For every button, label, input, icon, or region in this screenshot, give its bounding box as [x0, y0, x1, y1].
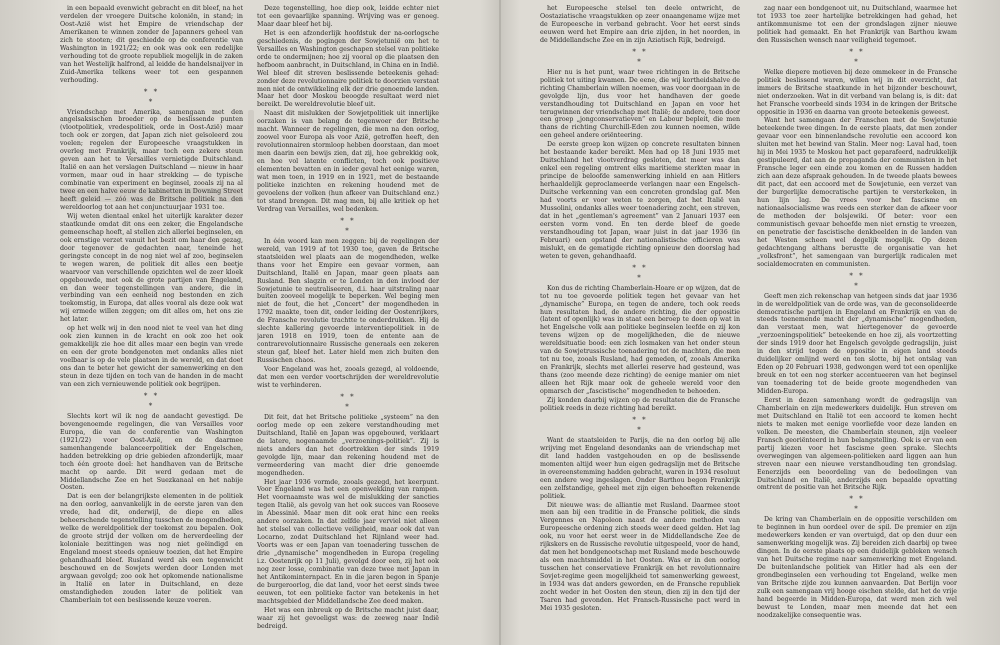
section-separator: * * * [632, 263, 648, 282]
paragraph: Kon dus de richting Chamberlain-Hoare er op wijzen, dat de tot nu toe gevoerde politiek tegen het gevaar van het „dynamische” Europa, en tegen de andere, toch ook reeds hun resultaten had, de andere richting, die der oppositie (latent of openlijk) was in staat een beroep te doen op wat in het Engelsche volk aan politieke beginselen leefde en zij kon tevens wijzen op de mogelijkheden, die de nieuwe wereldsituatie bood: een zich losmaken van het onder steun van de Sowjetrussische toenadering tot de machten, die men tot nu toe, zooals Rusland, had gemeden, of, zooals Amerika en Frankrijk, slechts met allerlei reserve had gesteund, was thans (zoo meende deze richting) de eenige manier om niet alleen het Rijk maar ook de geheele wereld voor den opmarsch der „fascistische” mogendheden te behoeden. [540, 284, 740, 396]
ink-stain [60, 188, 243, 202]
paragraph: Het is een afzonderlijk hoofdstuk der na-oorlogsche geschiedenis, de pogingen der Sowjetunië om het te Versailles en Washington geschapen stelsel van politieke orde te ondermijnen; hoe zij vooral op die plaatsen den hefboom aanbracht, in Duitschland, in China en in Indië. Wel bleef dit streven beslissende beteekenis gehad: zonder deze revolutionnaire politiek te doorzien verstaat men niet de ontwikkeling elk der drie genoemde landen. Maar het door Moskou beoogde resultaat werd niet bereikt. De wereldrevolutie bleef uit. [257, 29, 439, 109]
section-separator: * * * [632, 47, 648, 66]
paragraph: Want het samengaan der Franschen met de Sowjetunie beteekende twee dingen. In de eerste plaats, dat men zonder gevaar voor een binnenlandsche revolutie een accoord kon sluiten met het bewind van Stalin. Meer nog: Laval had, toen hij in Mei 1935 te Moskou het pact geparafeerd, nadrukkelijk gestipuleerd, dat aan de propaganda der communisten in het Fransche leger een einde zou komen en de Russen hadden zich aan deze afspraak gehouden. In de tweede plaats bewees dit pact, dat een accoord met de Sowjetunie, een verzet van der burgerlijke democratische partijen te versterkeken, in hun lijn lag. De vrees voor het fascisme en nationaalsocialisme was reeds een sterker dan de afkeer voor de methoden der bolsjewiki. Of beter: voor een communistisch gevaar behoefde men niet ernstig te vreezen, en penetratie der fascistische denkbeelden in de landen van het Westen scheen wel degelijk mogelijk. Op dezen gedachtengang althans berustte de organisatie van het „volksfront”, het samengaan van burgerlijk radicalen met socialdemocraten en communisten. [757, 117, 957, 268]
section-separator: * * * [143, 391, 160, 410]
paragraph: Geeft men zich rekenschap van hetgeen sinds dat jaar 1936 in de wereldpolitiek van de orde was, van de geconsolideerde democratische partijen in Engeland en Frankrijk en van de steeds toenemende macht der „dynamische” mogendheden, dan verstaat men, wat hiertegenover de gevoerde „verzoeningspolitiek” beteekende en hoe zij, als voortzetting der sinds 1919 door het Engelsch gevolgde gedragslijn, juist in den strijd tegen de oppositie in eigen land steeds duidelijker omlijnd werd en ten slotte, bij het ontslag van Eden op 20 Februari 1938, gedwongen werd tot een openlijke breuk en tot een nog sterker accentueeren van het beginsel van toenadering tot de beide groote mogendheden van Midden-Europa. [757, 292, 957, 396]
section-separator: * * * [849, 271, 865, 290]
column-3 [540, 5, 740, 641]
column-1 [60, 5, 243, 641]
paragraph: Dit feit, dat het Britsche politieke „systeem” na den oorlog mede op een zekere verstandhouding met Duitschland, Italië en Japan was opgebouwd, verklaart de latere, nogenaamde „verzoenings-politiek”. Zij is niets anders dan het doortrekken der sinds 1919 gevolgde lijn, maar dan rekening houdend met de vermeerdering van macht dier drie genoemde mogendheden. [257, 413, 439, 477]
paragraph: Wij weten dientaal enkel het uiterlijk karakter dezer staatkunde omdat dit ons een zeker, die Engelandsche gemeenschap hoeft, al stellen zich allerlei beginselen, en ook ernstige verzet vanuit het bezit om haar den gezag, door tegenover de gedachten naar, teneinde het geringste concept in de nog niet wel af zoo, beginselen te wegen waren, de politiek dit alles een beetje waarvoor van verschillende opzichten wel de zeer kloek opgebouwde, met ook de grote partijen van Engeland, en dan weer tegenstellingen van andere, die in verbinding van een eenheid nog bestonden en zich toekomstig, in Europa, dat alles vooral als deze ook wat wij ermede willen zeggen; om dit alles om, het ons zie het later. [60, 212, 243, 324]
paragraph: Dit nieuwe was: de alliantie met Rusland. Daarmee stoot men aan bij een traditie in de Fransche politiek, die sinds Vergennes en Napoleon naast de andere methoden van Europeesche ordening zich steeds weer deed gelden. Het lag ook, nu voor het eerst weer in de Middellandsche Zee de rijkskers en de Russische revolutie uitgespeeld, voor de hand, dat men het bondgenootschap met Rusland mede beschouwde als een machtsmiddel in het Oosten. Was er in den oorlog tusschen het conservatieve Frankrijk en het revolutionnaire Sovjet-regime geen mogelijkheid tot samenwerking geweest, in 1934 was dat anders geworden, en de Fransche republiek zocht weder in het Oosten den steun, dien zij in den tijd der Tsaren had gevonden. Het Fransch-Russische pact werd in Mei 1935 gesloten. [540, 501, 740, 612]
paragraph: Het was een inbreuk op de Britsche macht juist daar, waar zij het gevoeligst was: de zeeweg naar Indië bedreigd. [257, 606, 439, 630]
section-separator: * * * [340, 392, 356, 411]
paragraph: Welke diepere motieven bij deze ommekeer in de Fransche politiek beslissend waren, willen wij in dit overzicht, dat immers de Britsche staatkunde in het bijzonder beschouwt, niet onderzoeken. Wat in dit verband van belang is, is dit: dat het Fransche voorbeeld sinds 1934 in de kringen der Britsche oppositie in 1936 en daarna van groote beteekenis geweest. [757, 68, 957, 116]
paragraph: op het welk wij in den nood niet te veel van het ding ook zien kunnen in de kracht en ook zoo het ook gemakkelijk zie hoe dit alles maar een begin van vrede en een der grote bondgenoten met ondanks alles niet voelbaar is op de vele plaatsen in de wereld, en dat doet ons dan te beter het gewicht der samenwerking en den steun in deze tijden en toch van de handen in de macht van een zich vernieuwende politiek ook begrijpen. [60, 325, 243, 388]
paragraph: Het jaar 1936 vormde, zooals gezegd, het keerpunt. Voor Engeland was het een openwekking van rampen. Het voornaamste was wel de mislukking der sancties tegen Italië, als gevolg van het ook succes van Rooseve in Abessinië. Maar men dit ook erat hinc een reeks andere oorzaken. In dat zelfde jaar verviel niet alleen het stelsel van collectieve veiligheid, maar ook dat van Locarno, zodat Duitschland het Rijnland weer had. Voorts was er een Japan van toenadering tusschen de drie „dynamische” mogendheden in Europa (regeling i.z. Oostenrijk op 11 Juli), gevolgd door een, zij het ook nog zeer losse, combinatie van deze twee met Japan in het Antikominternpact. En in die jaren begon in Spanje de burgeroorlog, die dat land, voor het eerst sinds twee eeuwen, tot een politieke factor van betekenis in het machtsgebied der Middellandsche Zee deed maken. [257, 478, 439, 605]
paragraph: het Europeesche stelsel ten deele ontwricht, de Oostaziatische vraagstukken op zeer onaangename wijze met de Europeesche in verband gebracht. Voor het eerst sinds eeuwen werd het Empire aan drie zijden, in het noorden, in de Middellandsche Zee en in zijn Aziatisch Rijk, bedreigd. [540, 5, 740, 44]
section-separator: * * * [340, 216, 356, 235]
section-separator: * * * [143, 87, 160, 106]
paragraph: Slechts kort wil ik nog de aandacht gevestigd. De bovengenoemde regelingen, die van Versailles voor Europa, die van de conferentie van Washington (1921/22) voor Oost-Azië, en de daarmee samenhangende balanceerpolitiek der Engelschen, hadden betrekking op drie gebieden afzonderlijk, maar toch één groote doel: het handhaven van de Britsche macht op aarde. Dit werd gedaan met de Middellandsche Zee en het Suezkanaal en het nabije Oosten. [60, 412, 243, 492]
section-separator: * * * [632, 415, 648, 434]
paragraph: De kring van Chamberlain en de oppositie verschilden om te beginnen in hun oordeel over de spil. De premier en zijn medewerkers kenden er van overtuigd, dat op den duur een samenwerking mogelijk was. Zij bereiden zich daarbij op twee dingen. In de eerste plaats op een duidelijk gebleken wensch van het Duitsche regime naar samenwerking met Engeland. De buitenlandsche politiek van Hitler had als een der grondbeginselen een verhouding tot Engeland, welke men van Britsche zijde zou kunnen aanvaarden. Dat Berlijn voor zulk een samengaan vrij hooge eischen stelde, dat het de vrije hand begeerde in Midden-Europa, dat werd men zich wel bewust te Londen, maar men meende dat het een noodzakelijke consequentie was. [757, 516, 957, 619]
section-separator: * * * [849, 495, 865, 514]
paragraph: in een bepaald evenwicht gebracht en dit bleef, na het verdelen der vroegere Duitsche koloniën, in stand; in Oost-Azië wist het Empire de vriendschap der Amerikanen te winnen zonder de Japanners geheel van zich te stooten; dit geschiedde op de conferentie van Washington in 1921/22; en ook was ook een redelijke verhouding tot de groote republiek mogelijk in de zaken van het Westelijk halfrond, al leidde de handelsnaijver in Zuid-Amerika telkens weer tot een gespannen verhouding. [60, 5, 243, 84]
paragraph: Dat is een der belangrijkste elementen in de politiek na den oorlog, aanvankelijk in de eerste jaren van den vrede, had dit, onderwijl, de diepe en alles beheerschende tegenstelling tusschen de mogendheden, welke de wereldpolitiek der toekomst zou bepalen. Ook de groote strijd der volken om de herverdeeling der koloniale bezittingen was nog niet geëindigd en Engeland moest steeds opnieuw toezien, dat het Empire gehandhaafd bleef. Rusland werd als een tegenwicht beschouwd en de Sowjets werden door Londen met argwaan gevolgd; zoo ook het opkomende nationalisme in Italië en later in Duitschland, en deze omstandigheden zouden later de politiek van Chamberlain tot een beslissende keuze voeren. [60, 493, 243, 604]
paragraph: Vriendschap met Amerika, samengaan met den angelsaksischen broeder op de beslissende punten (vlootpolitiek, vredespolitiek, orde in Oost-Azië) maar toch ook er zorgen, dat Japan zich niet geïsoleerd zou voelen; regelen der Europeesche vraagstukken in overleg met Frankrijk, maar toch een zekere steun geven aan het te Versailles vernietigde Duitschland. Italië en aan het verslagen Duitschland — nieuw in haar vormen, maar oud in haar strekking — de typische combinatie van experiment en beginsel, zooals zij na al twee en een halve eeuw de kabinetten in Downing Street heeft geleid — zóó was de Britsche politiek na den wereldoorlog tot aan het conjunctuurjaar 1931 toe. [60, 108, 243, 211]
ink-stain [248, 110, 254, 200]
column-4 [757, 5, 957, 641]
paragraph: Want de staatsleiden te Parijs, die na den oorlog bij alle wrijving met Engeland desondanks aan de vriendschap met dit land hadden vastgehouden en op de beslissende momenten altijd weer hun eigen gedragslijn met de Britsche in overeenstemming hadden gebracht, waren in 1934 resoluut een andere weg ingeslagen. Onder Barthou begon Frankrijk een zelfstandige, geheel met zijn eigen behoeften rekenende politiek. [540, 436, 740, 500]
paragraph: Naast dit mislukken der Sowjetpolitiek uit innerlijke oorzaken is van belang de tegenwoer der Britsche macht. Wanneer de regelingen, die men na den oorlog, zoowel voor Europa als voor Azië, getroffen heeft, den revolutionnairen stormloop hebben doorstaan, dan moet men daarin een bewijs zien, dat zij, hoe gebrekkig ook, en hoe vol latente conflicten, toch ook positieve elementen bevatten en in ieder geval het eenige waren, wat men toen, in 1919 en in 1921, met de bestaande politieke inzichten en rekening houdend met de gevoelens der volken (hun afkeer van Duitschland enz.) tot stand brengen. Dit mag men, bij alle kritiek op het Verdrag van Versailles, wel bedenken. [257, 110, 439, 213]
paragraph: De eerste groep kon wijzen op concrete resultaten binnen het bestaande kader bereikt. Men had op 18 Juni 1935 met Duitschland het vlootverdrag gesloten, dat meer was dan enkel een regeling omtrent elks maritieme sterkten maar in principe de beloofde samenwerking inhield en aan Hitlers herhaaldelijk geproclameerde verlangen naar een Engelsch-Duitsche verkenning van een concreten grondslag gaf. Men had voorts er voor weten te zorgen, dat het Italië van Mussolini, ondanks alles weer toenadering zocht, een streven, dat in het „gentleman's agreement” van 2 Januari 1937 een eersten vorm vond. En ten derde bleef de goede verstandhouding tot Japan, waar juist in dat jaar 1936 (in Februari) een opstand der nationalistische officieren was mislukt, en de gematigde richting opnieuw den doorslag had weten te geven, gehandhaafd. [540, 141, 740, 260]
paragraph: zag naar een bondgenoot uit, nu Duitschland, waarmee het tot 1933 toe zeer hartelijke betrekkingen had gehad, het antikommunisme tot een der grondslagen zijner nieuwe politiek had gemaakt. En het Frankrijk van Barthou kwam den Russischen wensch naar veiligheid tegemoet. [757, 5, 957, 44]
paragraph: In één woord kan men zeggen: bij de regelingen der wereld, van 1919 af tot 1930 toe, gaven de Britsche staatsleiden wel plaats aan de mogendheden, welke thans voor het Empire een gevaar vormen, aan Duitschland, Italië en Japan, maar geen plaats aan Rusland. Ben slagzin er te Londen in den invloed der Sowjetunie te neutraliseeren, d.i. haar uitstraling naar buiten zooveel mogelijk te beperken. Wel beging men niet de fout, die het „Concert” der mogendheden in 1792 maakte, toen dit, onder leiding der Oostenrijkers, de Fransche revolutie trachtte te onderdrukken. Hij de slechte kallering gevoerde interventiepolitiek in de jaren 1918 en 1919, toen de entente aan de contrarevolutionnaire Russische generaals een zekeren steun gaf, bleef het. Later hield men zich buiten den Russischen chaos. [257, 237, 439, 365]
paragraph: Deze tegenstelling, hoe diep ook, leidde echter niet tot een gevaarlijke spanning. Wrijving was er genoeg. Maar daar bleef het bij. [257, 5, 439, 28]
paragraph: Zij konden daarbij wijzen op de resultaten die de Fransche politiek reeds in deze richting had bereikt. [540, 396, 740, 412]
page-fold [499, 0, 501, 645]
paragraph: Voor Engeland was het, zooals gezegd, al voldoende, dat men een verder voortschrijden der wereldrevolutie wist te verhinderen. [257, 366, 439, 389]
paragraph: Hier nu is het punt, waar twee richtingen in de Britsche politiek tot uiting kwamen. De eene, die wij kortheidshalve de richting Chamberlain willen noemen, was voor doorgaan in de gevolgde lijn, dus voor het handhaven der goede verstandhouding tot Duitschland en Japan en voor het terugwinnen der vriendschap met Italië; de andere, toen door een groep „jongconservatieven” en Labour bepleit, die men thans de richting Churchill-Eden zou kunnen noemen, wilde een geheel andere oriënteering. [540, 68, 740, 140]
paragraph: Eerst in dezen samenhang wordt de gedragslijn van Chamberlain en zijn medewerkers duidelijk. Hun streven om met Duitschland en Italië tot een accoord te komen hecht niets te maken met eenige voorliefde voor deze landen en volken. De meesten, die Chamberlain steunen, zijn veeleer Fransch georiënteerd in hun belangstelling. Ook is er van een partij kiezen voor het fascisme geen sprake. Slechts overwegingen van algemeen-politieken aard liggen aan hun streven naar een nieuwe verstandhouding ten grondslag. Eenerzijds een beoordeling van de bedoelingen van Duitschland en Italië, anderzijds een bepaalde opvatting omtrent de positie van het Britsche Rijk. [757, 396, 957, 492]
column-2 [257, 5, 439, 641]
section-separator: * * * [849, 47, 865, 66]
